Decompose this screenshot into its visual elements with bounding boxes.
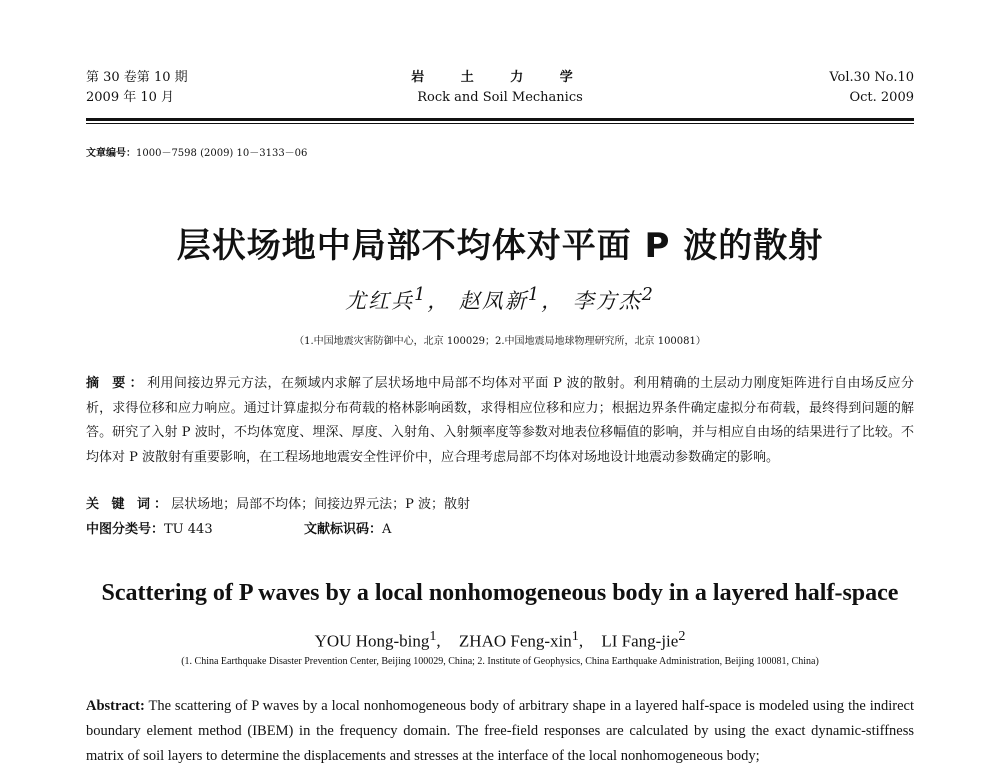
author-cn-2-affil: 1 — [527, 285, 542, 305]
clc-label: 中图分类号： — [86, 522, 165, 537]
date-cn: 2009 年 10 月 — [86, 90, 175, 105]
affiliation-en: (1. China Earthquake Disaster Prevention Center, Beijing 100029, China; 2. Institute of Geophysics, China Earthquake Administration, Beijing 100081, China) — [181, 656, 819, 667]
authors-en: YOU Hong-bing$^1$, ZHAO Feng-xin$^1$, LI Fang-jie$^2$ — [314, 628, 686, 651]
author-cn-3-affil: 2 — [641, 285, 655, 305]
keywords-cn-text: 层状场地；局部不均体；间接边界元法；P 波；散射 — [171, 497, 470, 512]
abstract-en-label: Abstract: — [86, 698, 145, 714]
abstract-cn-text: 利用间接边界元方法，在频域内求解了层状场地中局部不均体对平面 P 波的散射。利用精确的土层动力刚度矩阵进行自由场反应分析，求得位移和应力响应。通过计算虚拟分布荷载的格林影响函数，求得相应位移和应力；根据边界条件确定虚拟分布荷载，最终得到问题的解答。研究了入射 P 波时，不均体宽度、埋深、厚度、入射角、入射频率度等参数对地表位移幅值的影响，并与相应自由场的结果进行了比较。不均体对 P 波散射有重要影响，在工程场地地震安全性评价中，应合理考虑局部不均体对场地设计地震动参数确定的影响。 — [86, 376, 915, 465]
doc-code-label: 文献标识码： — [304, 522, 383, 537]
article-number-label: 文章编号： — [86, 148, 136, 159]
abstract-en-text: The scattering of P waves by a local nonhomogeneous body of arbitrary shape in a layered half-space is modeled using the indirect boundary element method (IBEM) in the frequency domain. The free-field responses are calculated by using the exact dynamic-stiffness matrix of soil layers to determine the displacements and stresses at the interface of the local nonhomogeneous body; — [86, 698, 914, 764]
keywords-cn — [86, 495, 914, 515]
author-en-3: LI Fang-jie — [601, 631, 679, 651]
affiliation-cn: （1.中国地震灾害防御中心，北京 100029；2.中国地震局地球物理研究所，北京 100081） — [294, 336, 706, 347]
author-en-2-affil: 1 — [571, 628, 579, 644]
volume-en: Vol.30 No.10 — [829, 70, 914, 85]
date-en: Oct. 2009 — [849, 90, 914, 105]
abstract-cn-label: 摘 要： — [86, 376, 148, 391]
author-en-2: ZHAO Feng-xin — [458, 631, 572, 651]
abstract-en — [86, 694, 914, 769]
header-center — [86, 68, 914, 108]
author-cn-2: 赵凤新 — [458, 289, 528, 313]
header-rule-thick — [86, 118, 914, 121]
running-header — [86, 68, 914, 112]
author-cn-1: 尤红兵 — [345, 289, 415, 313]
header-right — [829, 68, 914, 108]
title-cn: 层状场地中局部不均体对平面 P 波的散射 — [176, 226, 824, 266]
header-rule-thin — [86, 123, 914, 124]
doc-code-value: A — [382, 522, 392, 537]
title-en: Scattering of P waves by a local nonhomogeneous body in a layered half-space — [101, 580, 899, 606]
author-cn-3: 李方杰 — [572, 289, 642, 313]
keywords-cn-label: 关 键 词： — [86, 497, 172, 512]
classification-line — [86, 520, 914, 540]
volume-cn: 第 30 卷第 10 期 — [86, 70, 188, 85]
journal-name-en: Rock and Soil Mechanics — [417, 90, 583, 105]
author-en-3-affil: 2 — [678, 628, 686, 644]
document-code — [304, 520, 391, 540]
clc-value: TU 443 — [164, 522, 213, 537]
author-en-1: YOU Hong-bing — [314, 631, 430, 651]
article-number-value: 1000－7598 (2009) 10－3133－06 — [136, 148, 308, 159]
article-number — [86, 144, 307, 159]
author-cn-1-affil: 1 — [414, 285, 428, 305]
abstract-cn — [86, 372, 914, 470]
author-en-1-affil: 1 — [429, 628, 437, 644]
journal-name-cn: 岩 土 力 学 — [411, 70, 589, 85]
authors-cn: 尤红兵$^1$， 赵凤新$^1$， 李方杰$^2$ — [345, 285, 655, 313]
